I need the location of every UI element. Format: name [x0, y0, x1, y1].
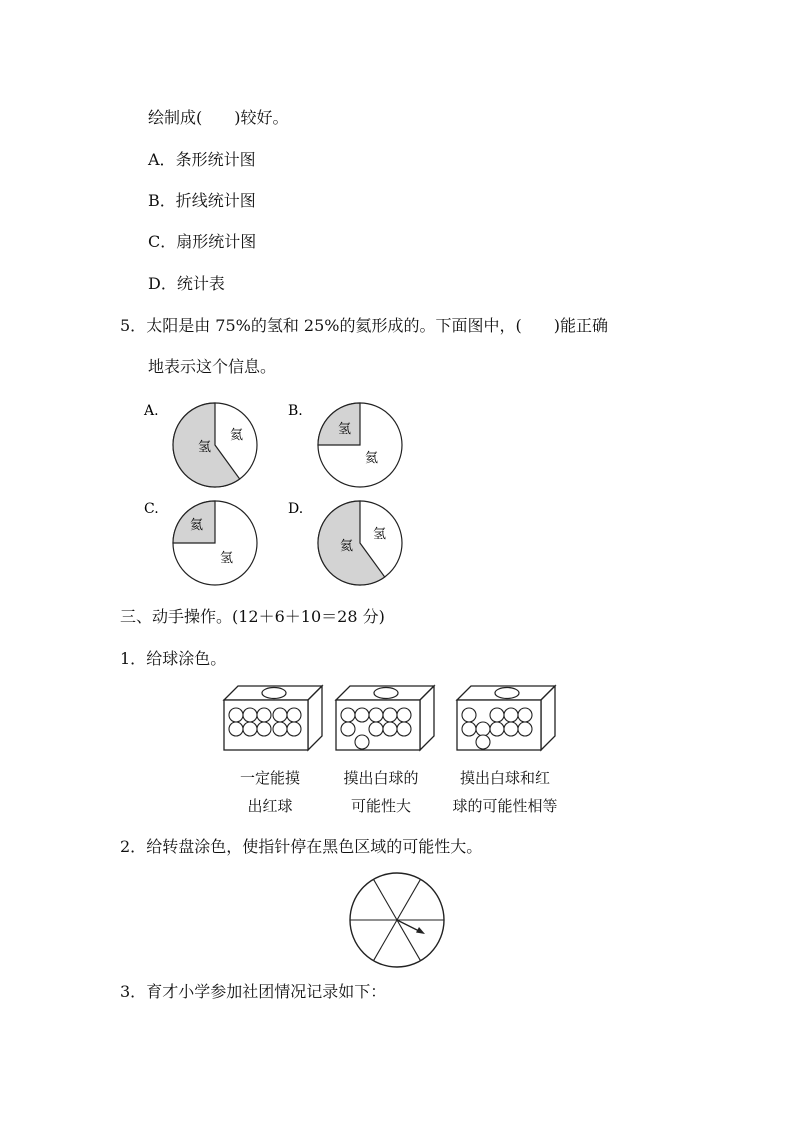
option-letter: C． — [148, 232, 177, 251]
s3q2-text: 给转盘涂色，使指针停在黑色区域的可能性大。 — [146, 837, 483, 856]
pie-option-a[interactable] — [143, 403, 257, 487]
spinner — [345, 868, 449, 976]
option-text: 统计表 — [176, 274, 225, 293]
pie-option-d[interactable] — [288, 501, 402, 585]
pie-option-c[interactable] — [144, 501, 257, 585]
ball-box-2 — [336, 686, 434, 750]
pie-white-label: 氦 — [365, 451, 379, 466]
ball-caption-3 — [437, 764, 573, 820]
s3q1-text: 给球涂色。 — [146, 649, 227, 668]
pie-label: A. — [144, 403, 159, 419]
option-letter: B． — [148, 191, 176, 210]
q5-pie-options — [130, 395, 430, 599]
s3q2-number: 2． — [120, 837, 147, 856]
s3q1-line — [120, 649, 226, 669]
option-text: 条形统计图 — [175, 150, 256, 169]
caption-line: 摸出白球和红 — [459, 769, 550, 787]
caption-line: 一定能摸 — [239, 769, 300, 787]
caption-line: 可能性大 — [350, 797, 411, 815]
q4-option-c[interactable] — [148, 232, 256, 252]
pie-white-label: 氦 — [230, 428, 244, 443]
pie-gray-label: 氢 — [338, 422, 352, 437]
ball-boxes — [220, 682, 565, 761]
pie-gray-label: 氦 — [340, 539, 354, 554]
caption-line: 出红球 — [247, 797, 293, 815]
ball-box-1 — [224, 686, 322, 750]
pie-grid — [130, 395, 430, 595]
pie-white-label: 氢 — [220, 551, 234, 566]
ball-box-3 — [457, 686, 555, 750]
q4-option-b[interactable] — [148, 191, 256, 211]
s3q3-number: 3． — [120, 982, 147, 1001]
ball-caption-1 — [225, 764, 315, 820]
pie-label: B. — [288, 403, 303, 419]
pie-gray-label: 氢 — [198, 440, 212, 455]
option-letter: A． — [148, 150, 176, 169]
q5-text: 太阳是由 75%的氢和 25%的氦形成的。下面图中，( )能正确 — [146, 316, 608, 335]
q4-option-a[interactable] — [148, 150, 256, 170]
option-text: 扇形统计图 — [176, 232, 257, 251]
pie-label: D. — [288, 501, 304, 517]
q5-number: 5． — [120, 316, 147, 335]
option-letter: D． — [148, 274, 177, 293]
caption-line: 球的可能性相等 — [452, 797, 558, 815]
s3q3-text: 育才小学参加社团情况记录如下： — [146, 982, 387, 1001]
q5-line1 — [120, 316, 608, 336]
s3q3-line — [120, 982, 386, 1002]
q4-tail: 绘制成( )较好。 — [148, 108, 289, 127]
option-text: 折线统计图 — [175, 191, 256, 210]
pie-white-label: 氢 — [373, 527, 387, 542]
pie-label: C. — [144, 501, 159, 517]
pie-option-b[interactable] — [288, 403, 402, 487]
spinner-svg — [345, 868, 449, 972]
ball-caption-2 — [328, 764, 434, 820]
pie-gray-label: 氦 — [190, 518, 204, 533]
q5-line2: 地表示这个信息。 — [148, 357, 277, 376]
section-3-title: 三、动手操作。(12＋6＋10＝28 分) — [120, 607, 385, 626]
q4-option-d[interactable] — [148, 274, 225, 294]
s3q1-number: 1． — [120, 649, 147, 668]
ball-box-group — [220, 682, 565, 757]
s3q2-line — [120, 837, 482, 857]
caption-line: 摸出白球的 — [343, 769, 419, 787]
